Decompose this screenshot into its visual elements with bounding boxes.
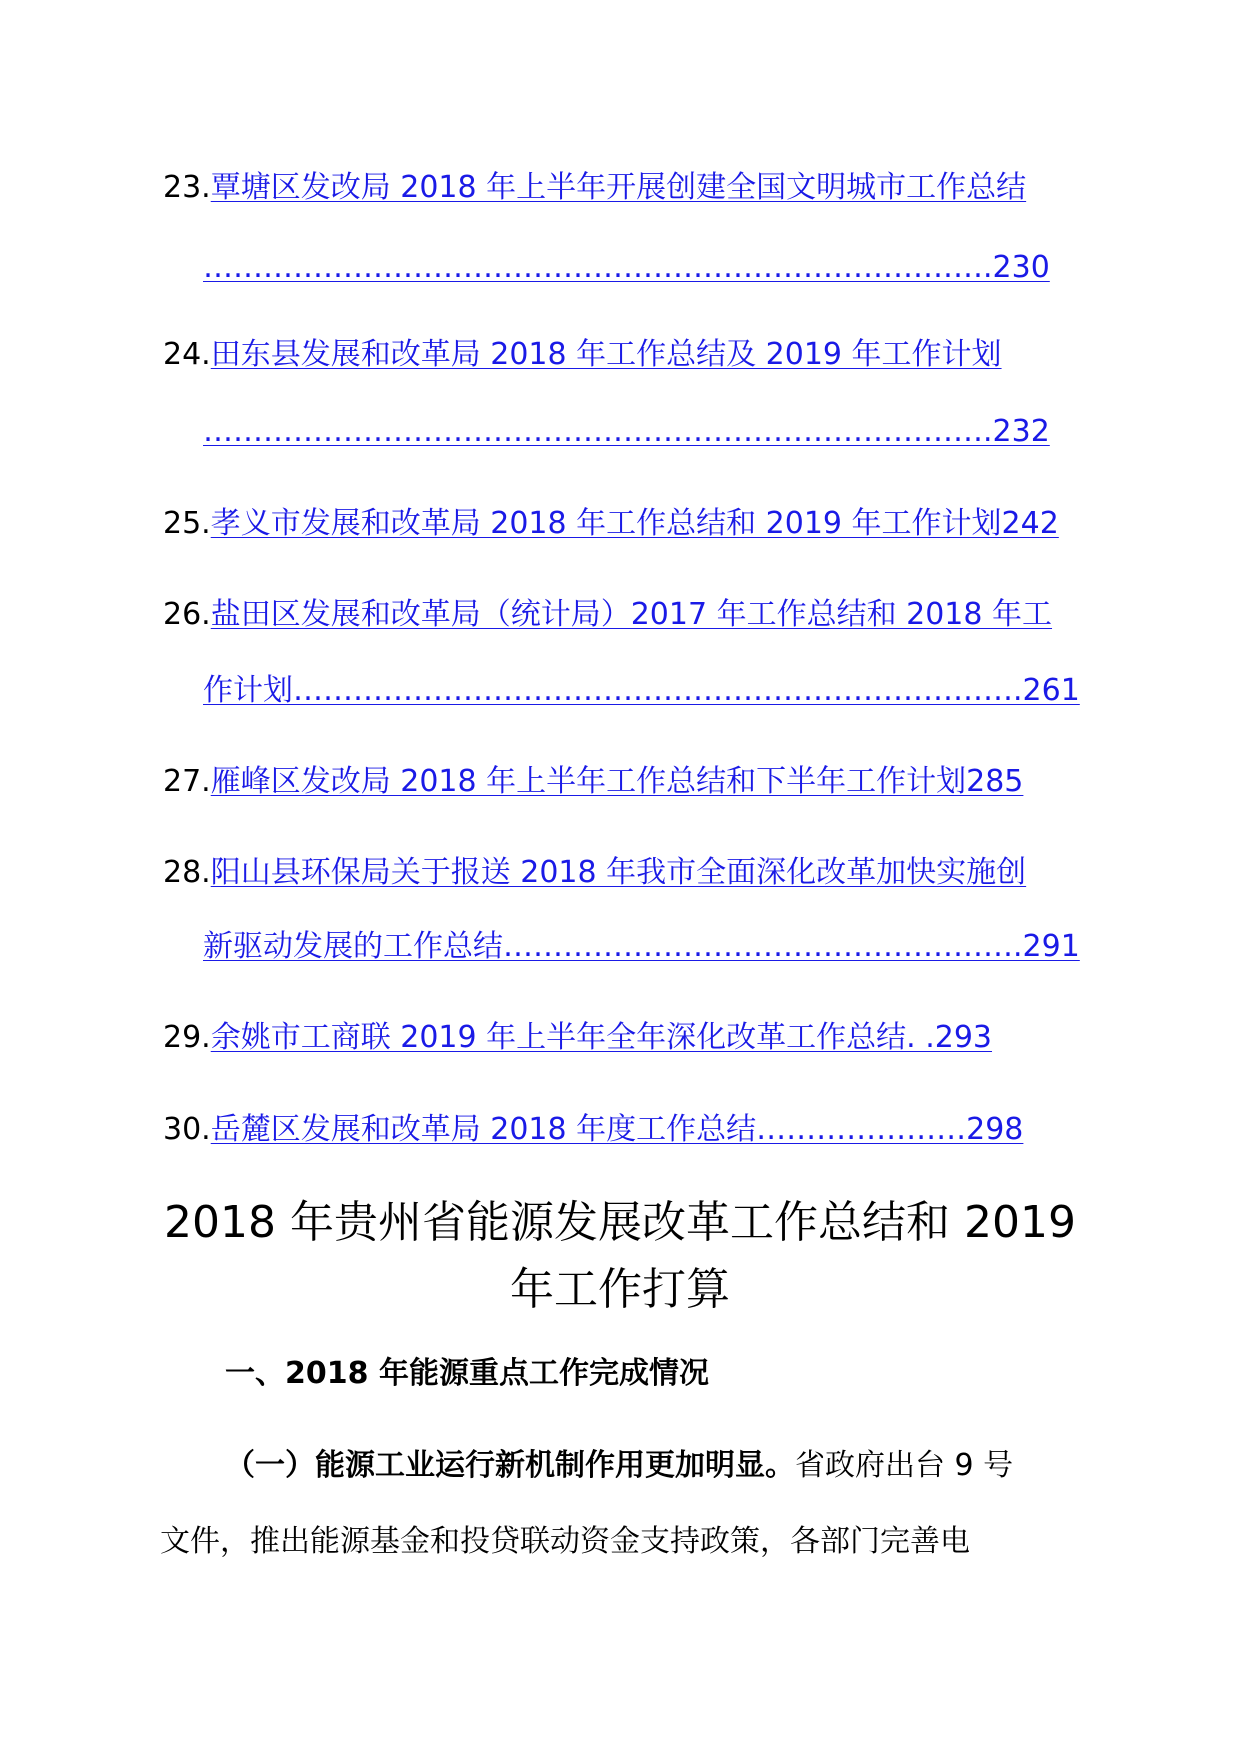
toc-entry-26-cont[interactable] bbox=[203, 671, 1133, 711]
document-title-line-2: 年工作打算 bbox=[510, 1264, 730, 1315]
paragraph-line-2: 文件，推出能源基金和投贷联动资金支持政策，各部门完善电 bbox=[160, 1524, 970, 1559]
toc-link[interactable]: 孝义市发展和改革局 2018 年工作总结和 2019 年工作计划242 bbox=[210, 506, 1059, 541]
paragraph-text: 省政府出台 9 号 bbox=[795, 1448, 1014, 1483]
toc-number: 24. bbox=[163, 337, 211, 372]
paragraph-bold-lead: （一）能源工业运行新机制作用更加明显。 bbox=[225, 1448, 795, 1483]
toc-number: 23. bbox=[163, 170, 211, 205]
toc-entry-30[interactable] bbox=[163, 1110, 1093, 1150]
paragraph-line-1 bbox=[225, 1446, 1013, 1486]
toc-link[interactable]: 雁峰区发改局 2018 年上半年工作总结和下半年工作计划285 bbox=[210, 764, 1024, 799]
toc-number: 25. bbox=[163, 506, 211, 541]
toc-entry-28[interactable] bbox=[163, 853, 1093, 893]
toc-number: 28. bbox=[163, 855, 211, 890]
toc-entry-27[interactable] bbox=[163, 762, 1093, 802]
toc-entry-28-cont[interactable] bbox=[203, 927, 1133, 967]
toc-entry-23[interactable] bbox=[163, 168, 1093, 208]
toc-number: 26. bbox=[163, 597, 211, 632]
toc-link[interactable]: …………………………………………………………………….232 bbox=[203, 414, 1050, 449]
section-heading: 一、2018 年能源重点工作完成情况 bbox=[225, 1356, 709, 1391]
toc-number: 29. bbox=[163, 1020, 211, 1055]
toc-number: 27. bbox=[163, 764, 211, 799]
toc-link[interactable]: 作计划……………………………………………………………….261 bbox=[203, 673, 1080, 708]
toc-entry-23-leader[interactable] bbox=[203, 248, 1133, 288]
toc-entry-26[interactable] bbox=[163, 595, 1093, 635]
toc-link[interactable]: 阳山县环保局关于报送 2018 年我市全面深化改革加快实施创 bbox=[210, 855, 1027, 890]
toc-link[interactable]: 岳麓区发展和改革局 2018 年度工作总结…………………298 bbox=[210, 1112, 1024, 1147]
toc-number: 30. bbox=[163, 1112, 211, 1147]
toc-entry-24-leader[interactable] bbox=[203, 412, 1133, 452]
toc-entry-25[interactable] bbox=[163, 504, 1093, 544]
toc-link[interactable]: …………………………………………………………………….230 bbox=[203, 250, 1050, 285]
toc-entry-24[interactable] bbox=[163, 335, 1093, 375]
toc-entry-29[interactable] bbox=[163, 1018, 1093, 1058]
toc-link[interactable]: 盐田区发展和改革局（统计局）2017 年工作总结和 2018 年工 bbox=[210, 597, 1053, 632]
toc-link[interactable]: 新驱动发展的工作总结…………………………………………….291 bbox=[203, 929, 1080, 964]
document-title-line-1: 2018 年贵州省能源发展改革工作总结和 2019 bbox=[164, 1197, 1076, 1248]
toc-link[interactable]: 田东县发展和改革局 2018 年工作总结及 2019 年工作计划 bbox=[210, 337, 1002, 372]
toc-link[interactable]: 余姚市工商联 2019 年上半年全年深化改革工作总结. .293 bbox=[210, 1020, 993, 1055]
toc-link[interactable]: 覃塘区发改局 2018 年上半年开展创建全国文明城市工作总结 bbox=[210, 170, 1027, 205]
